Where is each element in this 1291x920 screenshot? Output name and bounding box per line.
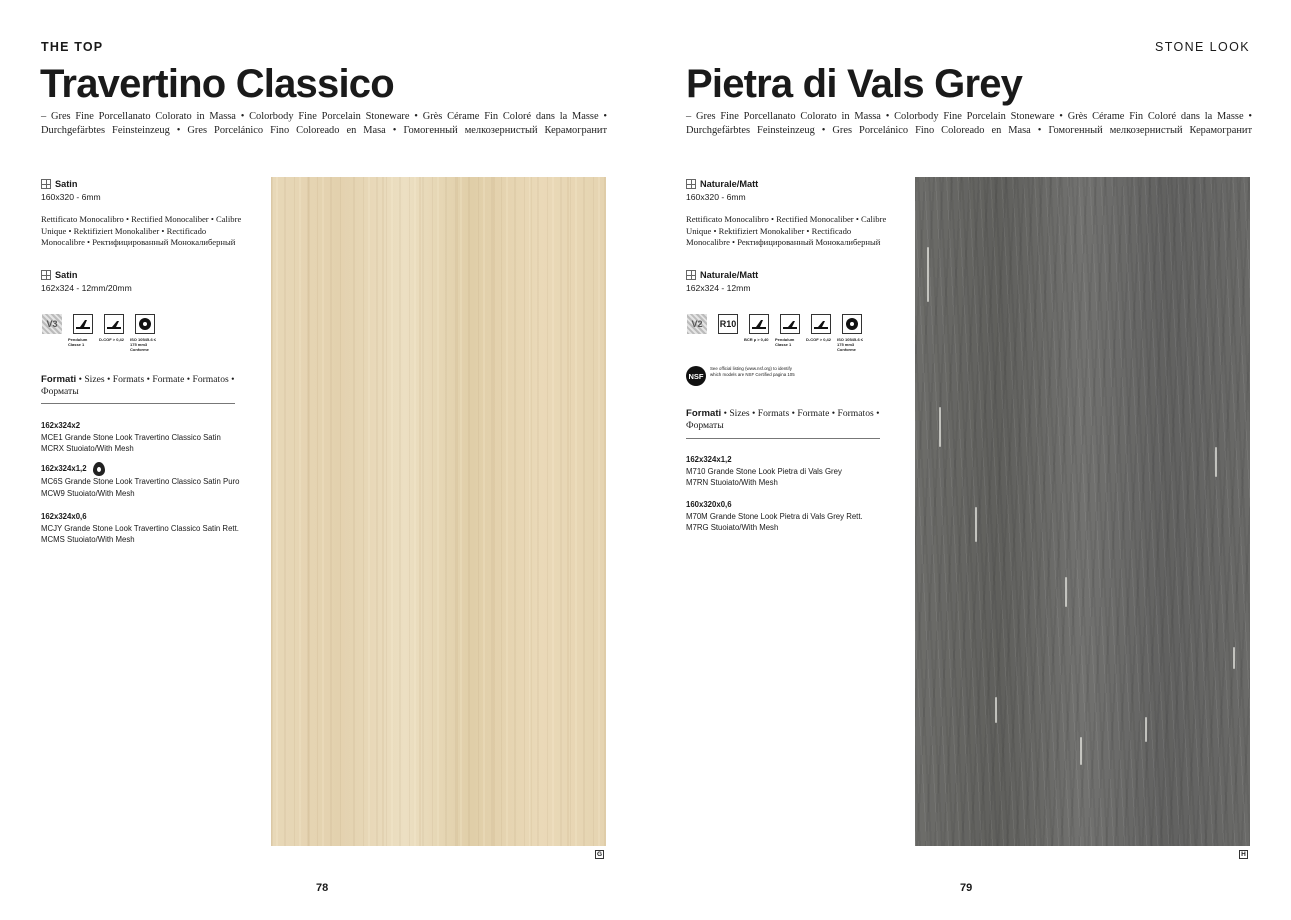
pietra-grey-tile-image <box>915 177 1250 846</box>
format-line: MCE1 Grande Stone Look Travertino Classico Satin <box>41 432 221 442</box>
iso-abrasion-icon: ISO 10545-6 ≤ 175 mm3 Conforme <box>841 314 863 352</box>
nsf-note: See official listing (www.nsf.org) to identify which models are NSF Certified pagina 105 <box>710 366 795 377</box>
format-line: MCW9 Stuoiato/With Mesh <box>41 488 135 498</box>
finish-name: Satin <box>55 179 78 189</box>
format-line: M7RG Stuoiato/With Mesh <box>686 523 779 532</box>
format-size: 162x324x2 <box>41 421 81 430</box>
r10-slip-icon: R10 <box>717 314 739 352</box>
format-line: MCMS Stuoiato/With Mesh <box>41 535 135 544</box>
product-title: Travertino Classico <box>40 62 394 106</box>
finish-icon <box>686 270 696 280</box>
finish-size: 162x324 - 12mm/20mm <box>41 283 132 293</box>
format-size: 162x324x0,6 <box>41 512 87 521</box>
water-drop-icon <box>93 462 105 476</box>
calibration-text: Rettificato Monocalibro • Rectified Monocaliber • Calibre Unique • Rektifiziert Monokaliber • Rectificado Monocalibre • Ректифицированный Монокалиберный <box>41 214 242 248</box>
section-tag: STONE LOOK <box>1154 40 1250 54</box>
divider <box>686 438 880 439</box>
iso-abrasion-icon: ISO 10545-6 ≤ 175 mm3 Conforme <box>134 314 156 352</box>
finish-size: 160x320 - 6mm <box>686 192 746 202</box>
finish-icon <box>41 270 51 280</box>
format-block <box>41 462 261 499</box>
tile-letter-badge: G <box>596 851 603 858</box>
format-block <box>686 454 906 489</box>
format-line: MCRX Stuoiato/With Mesh <box>41 444 134 453</box>
cert-icons <box>686 314 863 352</box>
divider <box>41 403 235 404</box>
format-block <box>41 420 261 455</box>
formats-heading: Formati • Sizes • Formats • Formate • Formatos • Форматы <box>41 374 235 397</box>
travertino-tile-image <box>271 177 606 846</box>
nsf-certification <box>686 366 800 386</box>
left-page <box>0 0 645 920</box>
section-tag: THE TOP <box>41 40 104 54</box>
finish-heading <box>41 179 77 189</box>
cert-icons <box>41 314 156 352</box>
product-subtitle: – Gres Fine Porcellanato Colorato in Massa • Colorbody Fine Porcelain Stoneware • Grès Cérame Fin Coloré dans la Masse • Durchgefärbtes Feinsteinzeug • Gres Porcelánico Fino Coloreado en Masa • Гомогенный мелкозернистый Керамогранит <box>41 111 607 136</box>
finish-icon <box>41 179 51 189</box>
format-line: MC6S Grande Stone Look Travertino Classico Satin Puro <box>41 477 240 486</box>
pendulum-icon: Pendulum Classe 1 <box>779 314 801 352</box>
bcr-icon: BCR µ > 0,40 <box>748 314 770 352</box>
finish-name: Naturale/Matt <box>700 270 759 280</box>
finish-size: 162x324 - 12mm <box>686 283 751 293</box>
v-rating-icon: V2 <box>686 314 708 352</box>
finish-name: Naturale/Matt <box>700 179 759 189</box>
finish-icon <box>686 179 696 189</box>
format-line: M710 Grande Stone Look Pietra di Vals Grey <box>686 466 842 476</box>
format-line: M70M Grande Stone Look Pietra di Vals Grey Rett. <box>686 511 863 521</box>
v-rating-icon: V3 <box>41 314 63 352</box>
format-block <box>41 511 261 546</box>
format-size: 162x324x1,2 <box>41 464 87 474</box>
page-number: 79 <box>960 882 973 894</box>
finish-heading <box>686 179 758 189</box>
format-line: M7RN Stuoiato/With Mesh <box>686 478 778 487</box>
format-line: MCJY Grande Stone Look Travertino Classico Satin Rett. <box>41 523 239 533</box>
product-subtitle: – Gres Fine Porcellanato Colorato in Massa • Colorbody Fine Porcelain Stoneware • Grès Cérame Fin Coloré dans la Masse • Durchgefärbtes Feinsteinzeug • Gres Porcelánico Fino Coloreado en Masa • Гомогенный мелкозернистый Керамогранит <box>686 111 1252 136</box>
formats-heading: Formati • Sizes • Formats • Formate • Formatos • Форматы <box>686 408 880 431</box>
finish-name: Satin <box>55 270 78 280</box>
page-number: 78 <box>316 882 329 894</box>
finish-heading <box>41 270 77 280</box>
nsf-logo-icon: NSF <box>686 366 706 386</box>
right-page <box>646 0 1291 920</box>
calibration-text: Rettificato Monocalibro • Rectified Monocaliber • Calibre Unique • Rektifiziert Monokaliber • Rectificado Monocalibre • Ректифицированный Монокалиберный <box>686 214 887 248</box>
dcof-icon: D-COF > 0,42 <box>103 314 125 352</box>
format-size: 162x324x1,2 <box>686 455 732 464</box>
pendulum-icon: Pendulum Classe 1 <box>72 314 94 352</box>
finish-heading <box>686 270 758 280</box>
product-title: Pietra di Vals Grey <box>686 62 1023 106</box>
finish-size: 160x320 - 6mm <box>41 192 101 202</box>
tile-letter-badge: H <box>1239 850 1248 859</box>
format-block <box>686 499 906 534</box>
format-size: 160x320x0,6 <box>686 500 732 509</box>
dcof-icon: D-COF > 0,42 <box>810 314 832 352</box>
